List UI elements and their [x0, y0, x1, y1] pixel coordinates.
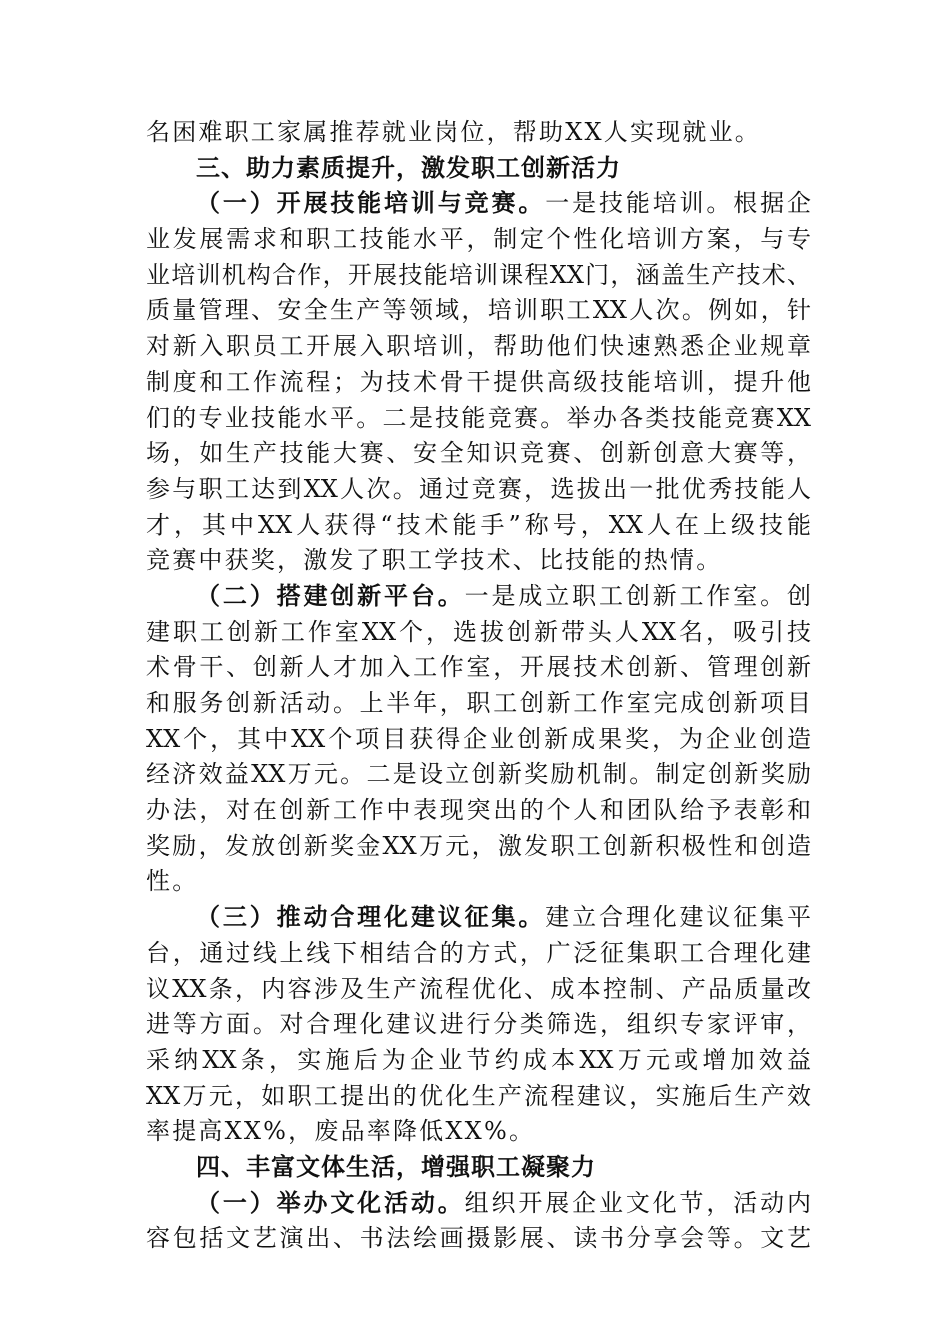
section-heading [146, 1150, 811, 1186]
line-text: 们的专业技能水平。二是技能竞赛。举办各类技能竞赛XX [146, 403, 811, 432]
line-text: 业培训机构合作，开展技能培训课程XX门，涵盖生产技术、 [146, 260, 811, 289]
paragraph-line [146, 864, 811, 900]
line-text: 一是成立职工创新工作室。创 [464, 581, 812, 610]
paragraph-line [146, 615, 811, 651]
paragraph-line [146, 186, 811, 222]
paragraph-line [146, 436, 811, 472]
line-text: 一是技能培训。根据企 [545, 189, 812, 218]
paragraph-line [146, 972, 811, 1008]
paragraph-line [146, 401, 811, 437]
line-text: 容包括文艺演出、书法绘画摄影展、读书分享会等。文艺 [146, 1224, 811, 1253]
line-text: 术骨干、创新人才加入工作室，开展技术创新、管理创新 [146, 653, 811, 682]
line-text: 质量管理、安全生产等领域，培训职工XX人次。例如，针 [146, 296, 811, 325]
section-heading [146, 151, 811, 187]
document-body [146, 115, 811, 1257]
line-text: 名困难职工家属推荐就业岗位，帮助XX人实现就业。 [146, 118, 761, 146]
subsection-title: （二）搭建创新平台。 [196, 581, 465, 610]
line-text: 率提高XX%，废品率降低XX%。 [146, 1117, 536, 1146]
line-text: XX个，其中XX个项目获得企业创新成果奖，为企业创造 [146, 724, 811, 753]
line-text: XX万元，如职工提出的优化生产流程建议，实施后生产效 [146, 1081, 811, 1110]
paragraph-line [146, 793, 811, 829]
section-heading-text: 四、丰富文体生活，增强职工凝聚力 [196, 1152, 596, 1181]
line-text: 办法，对在创新工作中表现突出的个人和团队给予表彰和 [146, 796, 811, 825]
line-text: 进等方面。对合理化建议进行分类筛选，组织专家评审， [146, 1010, 811, 1039]
line-text: 参与职工达到XX人次。通过竞赛，选拔出一批优秀技能人 [146, 474, 811, 503]
paragraph-line [146, 1221, 811, 1257]
line-text: 对新入职员工开展入职培训，帮助他们快速熟悉企业规章 [146, 332, 811, 361]
line-text: 台，通过线上线下相结合的方式，广泛征集职工合理化建 [146, 938, 811, 967]
paragraph-line [146, 579, 811, 615]
paragraph-line [146, 293, 811, 329]
line-text: 竞赛中获奖，激发了职工学技术、比技能的热情。 [146, 546, 723, 575]
paragraph-line [146, 222, 811, 258]
line-text: 议XX条，内容涉及生产流程优化、成本控制、产品质量改 [146, 974, 811, 1003]
subsection-title: （一）开展技能培训与竞赛。 [196, 189, 546, 218]
line-text: 业发展需求和职工技能水平，制定个性化培训方案，与专 [146, 225, 811, 254]
paragraph-line [146, 757, 811, 793]
paragraph-line [146, 900, 811, 936]
section-heading-text: 三、助力素质提升，激发职工创新活力 [196, 153, 621, 182]
paragraph-line [146, 936, 811, 972]
line-text: 和服务创新活动。上半年，职工创新工作室完成创新项目 [146, 689, 811, 717]
subsection-title: （三）推动合理化建议征集。 [196, 903, 546, 932]
paragraph-line [146, 829, 811, 865]
paragraph-line [146, 1079, 811, 1115]
line-text: 经济效益XX万元。二是设立创新奖励机制。制定创新奖励 [146, 760, 811, 789]
line-text: 场，如生产技能大赛、安全知识竞赛、创新创意大赛等， [146, 439, 811, 468]
line-text: 奖励，发放创新奖金XX万元，激发职工创新积极性和创造 [146, 831, 811, 860]
paragraph-line [146, 686, 811, 722]
paragraph-line [146, 1043, 811, 1079]
line-text: 制度和工作流程；为技术骨干提供高级技能培训，提升他 [146, 367, 811, 396]
paragraph-line [146, 472, 811, 508]
line-text: 建职工创新工作室XX个，选拔创新带头人XX名，吸引技 [146, 617, 811, 646]
paragraph-line [146, 1114, 811, 1150]
paragraph-line [146, 650, 811, 686]
line-text: 建立合理化建议征集平 [545, 903, 812, 932]
paragraph-line [146, 722, 811, 758]
paragraph-line [146, 1186, 811, 1222]
paragraph-line [146, 1007, 811, 1043]
line-text: 组织开展企业文化节，活动内 [464, 1188, 812, 1217]
line-text: 采纳XX条，实施后为企业节约成本XX万元或增加效益 [146, 1045, 811, 1074]
paragraph-line [146, 258, 811, 294]
line-text: 性。 [146, 867, 199, 896]
paragraph-line [146, 508, 811, 544]
subsection-title: （一）举办文化活动。 [196, 1188, 465, 1217]
paragraph-line [146, 115, 811, 151]
paragraph-line [146, 543, 811, 579]
paragraph-line [146, 329, 811, 365]
paragraph-line [146, 365, 811, 401]
line-text: 才，其中XX人获得“技术能手”称号，XX人在上级技能 [146, 510, 811, 539]
